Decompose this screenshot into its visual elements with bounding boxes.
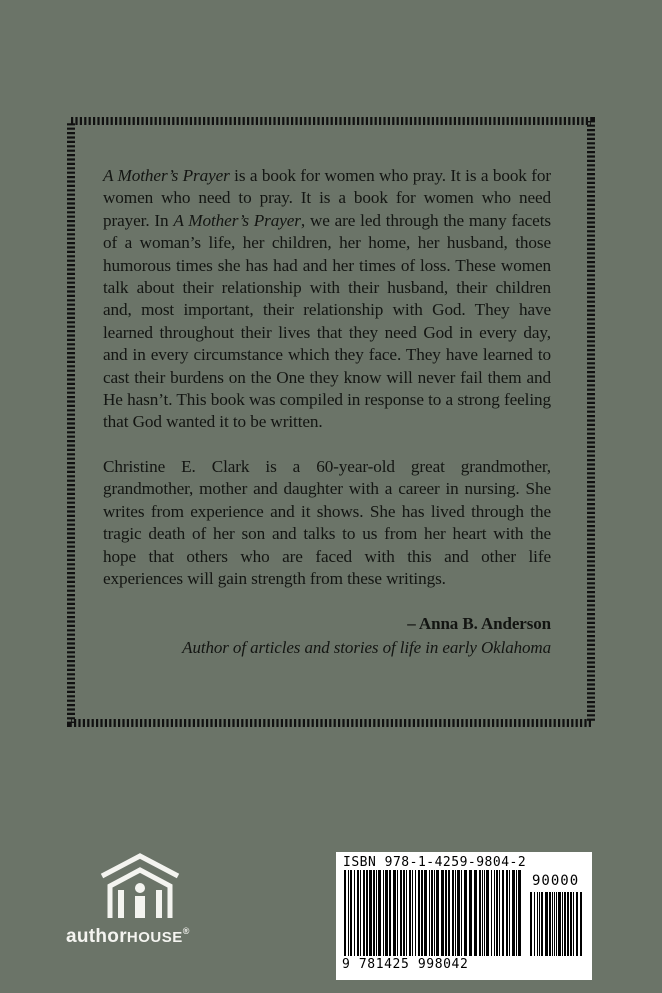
barcode-addon-bar (549, 892, 551, 956)
barcode-addon-bar (580, 892, 582, 956)
barcode-bar (403, 870, 405, 956)
barcode-bar (389, 870, 391, 956)
barcode-bar (461, 870, 462, 956)
barcode-bar (457, 870, 460, 956)
authorhouse-arch-logo-icon (98, 850, 182, 922)
barcode-addon-bar (573, 892, 574, 956)
barcode-bar (506, 870, 508, 956)
barcode-bar (366, 870, 368, 956)
attribution-name: – Anna B. Anderson (407, 614, 551, 634)
barcode-bar (409, 870, 411, 956)
barcode-addon-bar (541, 892, 543, 956)
barcode-bar (383, 870, 384, 956)
barcode-addon-bar (537, 892, 538, 956)
barcode-bar (518, 870, 521, 956)
barcode-bar (499, 870, 500, 956)
barcode-bar (436, 870, 439, 956)
barcode-bar (348, 870, 349, 956)
ean-digits: 9 781425 998042 (342, 957, 469, 972)
barcode-addon-bar (530, 892, 532, 956)
barcode-addon-bar (576, 892, 578, 956)
barcode-bar (412, 870, 413, 956)
barcode-bar (421, 870, 423, 956)
barcode-addon-bar (556, 892, 557, 956)
barcode-bar (482, 870, 483, 956)
barcode-bar (376, 870, 377, 956)
barcode-addon-bar (562, 892, 563, 956)
barcode-bar (452, 870, 454, 956)
barcode-bar (393, 870, 396, 956)
barcode-bar (344, 870, 346, 956)
barcode-bar (360, 870, 361, 956)
blurb-text-part-2: , we are led through the many facets of a woman’s life, her children, her home, her husband, those humorous times she has had and her times of loss. These women talk about their relationship with their husband, their children and, most important, their relationship with God. They have learned throughout their lives that they need God in every day, and in every circumstance which they face. They have learned to cast their burdens on the One they know will never fail them and He hasn’t. This book was compiled in response to a strong feeling that God wanted it to be written. (103, 210, 551, 432)
barcode-bar (479, 870, 481, 956)
barcode-bar (385, 870, 388, 956)
back-cover-blurb (103, 165, 551, 660)
isbn-label: ISBN 978-1-4259-9804-2 (343, 855, 527, 870)
barcode-bar (486, 870, 489, 956)
barcode-bar (469, 870, 472, 956)
barcode-bar (373, 870, 375, 956)
barcode-addon-bar (539, 892, 540, 956)
blurb-paragraph-1 (103, 165, 551, 434)
barcode-bar (424, 870, 427, 956)
barcode-addon-bar (534, 892, 535, 956)
barcode-bar (484, 870, 485, 956)
book-title-lead: A Mother’s Prayer (103, 166, 230, 185)
barcode-bar (455, 870, 456, 956)
barcode-bar (516, 870, 517, 956)
barcode-bar (494, 870, 495, 956)
barcode-bar (496, 870, 498, 956)
barcode-bar (464, 870, 467, 956)
publisher-name (66, 926, 226, 948)
barcode-bar (363, 870, 365, 956)
barcode-bar (512, 870, 515, 956)
barcode-bar (445, 870, 447, 956)
barcode-bar (441, 870, 444, 956)
barcode-bar (378, 870, 381, 956)
barcode-addon-bar (564, 892, 566, 956)
barcode-bar (350, 870, 352, 956)
barcode-bar (354, 870, 355, 956)
barcode-bar (474, 870, 477, 956)
barcode-bar (406, 870, 407, 956)
price-code: 90000 (532, 873, 580, 889)
barcode-bar (357, 870, 359, 956)
barcode-addon-bar (545, 892, 548, 956)
isbn-barcode (336, 852, 592, 980)
barcode-addon-bar (552, 892, 553, 956)
barcode-addon-bar (567, 892, 569, 956)
blurb-text-part-1: is a book for women who pray. It is a book for women who need to pray. It is a book for women who need prayer. In (103, 166, 551, 230)
barcode-bar (448, 870, 450, 956)
publisher-name-author: author (66, 926, 127, 947)
barcode-addon-bar (554, 892, 555, 956)
barcode-bar (434, 870, 435, 956)
barcode-bar (397, 870, 398, 956)
barcode-bar (400, 870, 402, 956)
blurb-paragraph-2: Christine E. Clark is a 60-year-old great grandmother, grandmother, mother and daughter with a career in nursing. She writes from experience and it shows. She has lived through the tragic death of her son and talks to us from her heart with the hope that others who are faced with this and other life experiences will gain strength from these writings. (103, 456, 551, 588)
barcode-bar (369, 870, 372, 956)
barcode-addon-bar (558, 892, 561, 956)
barcode-addon-bar (570, 892, 572, 956)
barcode-bar (429, 870, 430, 956)
barcode-bar (509, 870, 510, 956)
publisher-name-house: HOUSE (126, 929, 183, 946)
barcode-bar (502, 870, 504, 956)
barcode-bar (491, 870, 492, 956)
barcode-bar (418, 870, 420, 956)
publisher-logo (66, 850, 226, 948)
book-title-inline: A Mother’s Prayer (173, 210, 301, 230)
barcode-bar (415, 870, 416, 956)
attribution-role: Author of articles and stories of life in early Oklahoma (182, 638, 551, 658)
registered-mark: ® (182, 926, 190, 936)
barcode-bar (431, 870, 433, 956)
